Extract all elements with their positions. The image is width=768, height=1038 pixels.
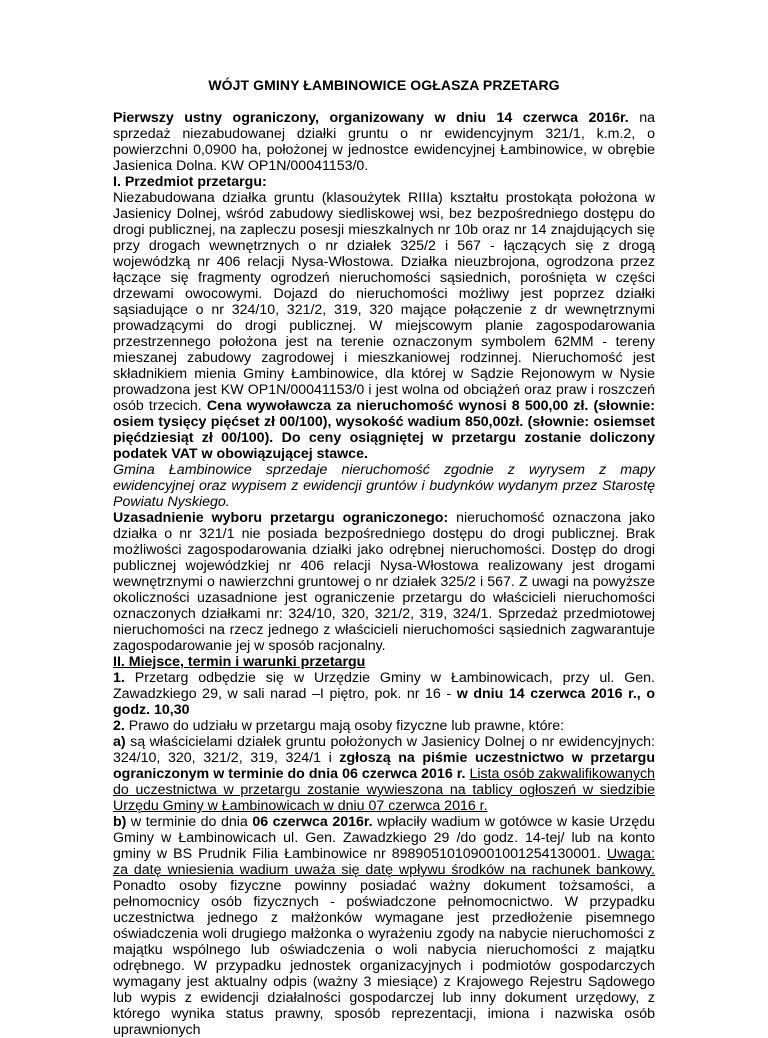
- section-1-text: Niezabudowana działka gruntu (klasoużytek RIIIa) kształtu prostokąta położona w Jasienicy Dolnej, wśród zabudowy siedliskowej wsi, bez bezpośredniego dostępu do drogi publicznej, na zapleczu posesji mieszkalnych nr 10b oraz nr 14 znajdujących się przy drogach wewnętrznych o nr działek 325/2 i 567 - łączących się z drogą wojewódzką nr 406 relacji Nysa-Włostowa. Działka nieuzbrojona, ogrodzona przez łączące się fragmenty ogrodzeń nieruchomości sąsiednich, porośnięta w części drzewami owocowymi. Dojazd do nieruchomości możliwy jest poprzez działki sąsiadujące o nr 324/10, 321/2, 319, 320 mające połączenie z dr wewnętrznymi prowadzącymi do drogi publicznej. W miejscowym planie zagospodarowania przestrzennego położona jest na terenie oznaczonym symbolem 62MM - tereny mieszanej zabudowy zagrodowej i mieszkaniowej rodzinnej. Nieruchomość jest składnikiem mienia Gminy Łambinowice, dla której w Sądzie Rejonowym w Nysie prowadzona jest KW OP1N/00041153/0 i jest wolna od obciążeń oraz praw i roszczeń osób trzecich.: [113, 190, 655, 414]
- auction-date: w dniu 14 czerwca 2016 r., o godz. 10,30: [113, 686, 655, 718]
- intro-lead: Pierwszy ustny ograniczony, organizowany w dniu 14 czerwca 2016r.: [113, 110, 629, 126]
- intro-paragraph: [113, 110, 655, 174]
- section-1-body: [113, 190, 655, 462]
- point-2b: b) w terminie do dnia 06 czerwca 2016r. wpłaciły wadium w gotówce w kasie Urzędu Gminy w Łambinowicach ul. Gen. Zawadzkiego 29 /do godz. 14-tej/ lub na konto gminy w BS Prudnik Filia Łambinowice nr 89890510109001001254130001. Uwaga: za datę wniesienia wadium uważa się datę wpływu środków na rachunek bankowy. Ponadto osoby fizyczne powinny posiadać ważny dokument tożsamości, a pełnomocnicy osób fizycznych - poświadczone pełnomocnictwo. W przypadku uczestnictwa jednego z małżonków wymagane jest przedłożenie pisemnego oświadczenia woli drugiego małżonka o wyrażeniu zgody na nabycie nieruchomości z majątku wspólnego lub oświadczenia o woli nabycia nieruchomości z majątku odrębnego. W przypadku jednostek organizacyjnych i podmiotów gospodarczych wymagany jest aktualny odpis (ważny 3 miesiące) z Krajowego Rejestru Sądowego lub wypis z ewidencji działalności gospodarczej lub inny dokument urzędowy, z którego wynika status prawny, sposób reprezentacji, imiona i nazwiska osób uprawnionych: [113, 814, 655, 1038]
- justification-paragraph: [113, 510, 655, 654]
- section-2-heading: II. Miejsce, termin i warunki przetargu: [113, 654, 366, 670]
- deposit-deadline: 06 czerwca 2016r.: [252, 814, 373, 830]
- point-1: 1. Przetarg odbędzie się w Urzędzie Gminy w Łambinowicach, przy ul. Gen. Zawadzkiego 29, w sali narad –I piętro, pok. nr 16 - w dniu 14 czerwca 2016 r., o godz. 10,30: [113, 670, 655, 718]
- point-2a: a) są właścicielami działek gruntu położonych w Jasienicy Dolnej o nr ewidencyjnych: 324/10, 320, 321/2, 319, 324/1 i zgłoszą na piśmie uczestnictwo w przetargu ograniczonym w terminie do dnia 06 czerwca 2016 r. Lista osób zakwalifikowanych do uczestnictwa w przetargu zostanie wywieszona na tablicy ogłoszeń w siedzibie Urzędu Gminy w Łambinowicach w dniu 07 czerwca 2016 r.: [113, 734, 655, 814]
- deposit-note: Uwaga: za datę wniesienia wadium uważa się datę wpływu środków na rachunek bankowy.: [113, 846, 655, 878]
- document-body: [113, 110, 655, 1038]
- price-statement: Cena wywoławcza za nieruchomość wynosi 8 500,00 zł. (słownie: osiem tysięcy pięćset zł 00/100), wysokość wadium 850,00zł. (słownie: osiemset pięćdziesiąt zł 00/100). Do ceny osiągniętej w przetargu zostanie doliczony podatek VAT w obowiązującej stawce.: [113, 398, 655, 462]
- registration-deadline: zgłoszą na piśmie uczestnictwo w przetargu ograniczonym w terminie do dnia 06 czerwca 2016 r.: [113, 750, 655, 782]
- justification-label: Uzasadnienie wyboru przetargu ograniczonego:: [113, 510, 449, 526]
- intro-text: na sprzedaż niezabudowanej działki gruntu o nr ewidencyjnym 321/1, k.m.2, o powierzchni 0,0900 ha, położonej w jednostce ewidencyjnej Łambinowice, w obrębie Jasienica Dolna. KW OP1N/00041153/0.: [113, 110, 655, 174]
- section-1-heading: I. Przedmiot przetargu:: [113, 174, 267, 190]
- qualified-list-notice: Lista osób zakwalifikowanych do uczestnictwa w przetargu zostanie wywieszona na tablicy ogłoszeń w siedzibie Urzędu Gminy w Łambinowicach w dniu 07 czerwca 2016 r.: [113, 766, 655, 814]
- justification-text: nieruchomość oznaczona jako działka o nr 321/1 nie posiada bezpośredniego dostępu do drogi publicznej. Brak możliwości zagospodarowania działki jako odrębnej nieruchomości. Dostęp do drogi publicznej wojewódzkiej nr 406 relacji Nysa-Włostowa realizowany jest drogami wewnętrznymi o nawierzchni gruntowej o nr działek 325/2 i 567. Z uwagi na powyższe okoliczności uzasadnione jest ograniczenie przetargu do właścicieli nieruchomości oznaczonych działkami nr: 324/10, 320, 321/2, 319, 324/1. Sprzedaż przedmiotowej nieruchomości na rzecz jednego z właścicieli nieruchomości sąsiednich zagwarantuje zagospodarowanie jej w sposób racjonalny.: [113, 510, 655, 654]
- point-2: 2. Prawo do udziału w przetargu mają osoby fizyczne lub prawne, które:: [113, 718, 565, 734]
- italic-note: Gmina Łambinowice sprzedaje nieruchomość zgodnie z wyrysem z mapy ewidencyjnej oraz wypisem z ewidencji gruntów i budynków wydanym przez Starostę Powiatu Nyskiego.: [113, 462, 655, 510]
- page-title: WÓJT GMINY ŁAMBINOWICE OGŁASZA PRZETARG: [208, 77, 560, 93]
